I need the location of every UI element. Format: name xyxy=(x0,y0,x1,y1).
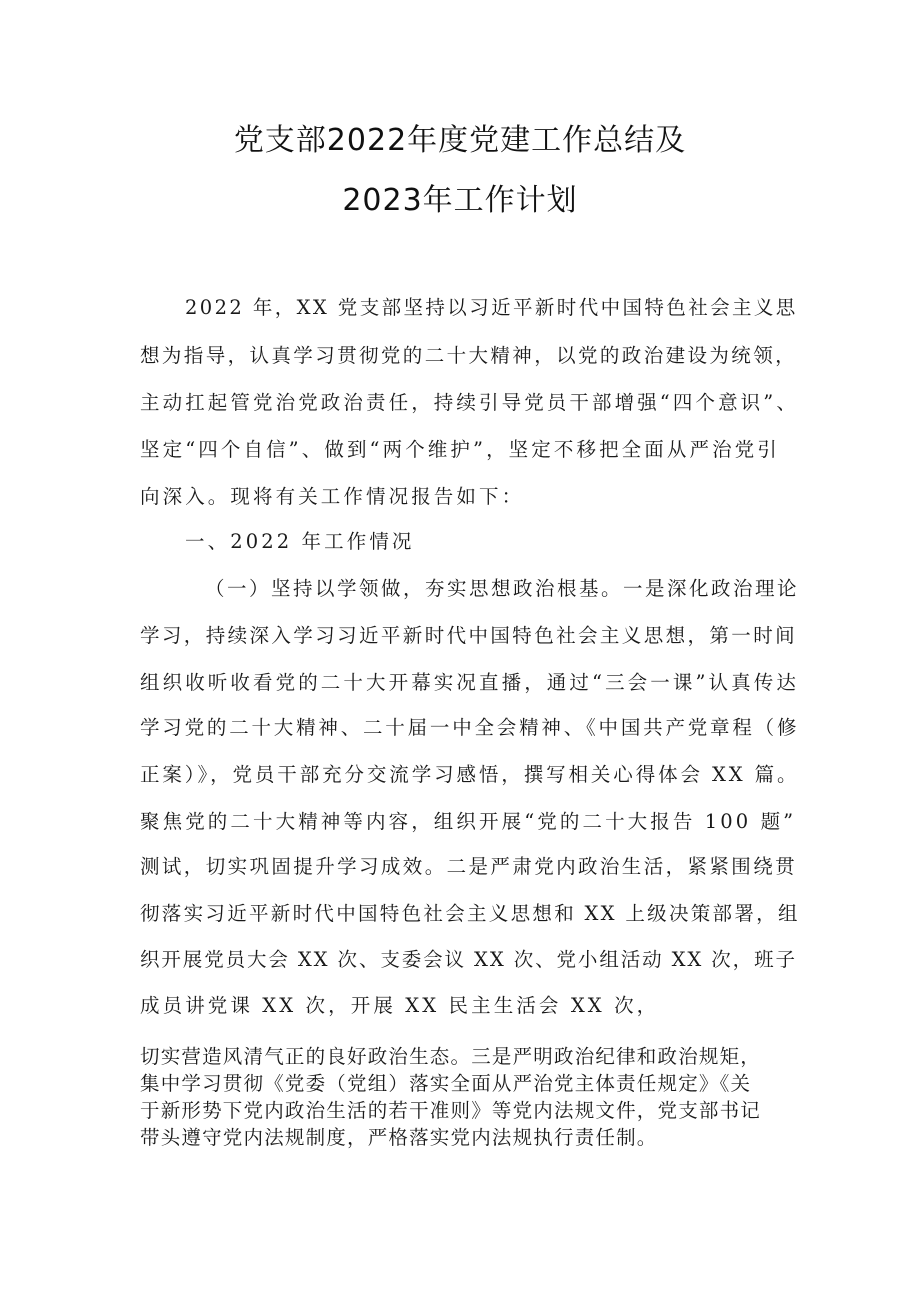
tight-line-4: 带头遵守党内法规制度，严格落实党内法规执行责任制。 xyxy=(140,1126,658,1149)
body-line-15: 织开展党员大会 XX 次、支委会议 XX 次、党小组活动 XX 次，班子 xyxy=(140,948,797,971)
body-line-7: （一）坚持以学领做，夯实思想政治根基。一是深化政治理论 xyxy=(205,577,800,600)
body-line-10: 学习党的二十大精神、二十届一中全会精神、《中国共产党章程（修 xyxy=(140,716,800,739)
tight-line-1: 切实营造风清气正的良好政治生态。三是严明政治纪律和政治规矩， xyxy=(140,1045,762,1068)
body-line-11: 正案）》，党员干部充分交流学习感悟，撰写相关心得体会 XX 篇。 xyxy=(140,763,800,786)
body-line-1: 2022 年，XX 党支部坚持以习近平新时代中国特色社会主义思 xyxy=(185,296,798,319)
body-line-3: 主动扛起管党治党政治责任，持续引导党员干部增强“四个意识”、 xyxy=(140,391,799,414)
document-title-line-2: 2023年工作计划 xyxy=(342,183,578,218)
tight-line-3: 于新形势下党内政治生活的若干准则》等党内法规文件，党支部书记 xyxy=(140,1099,762,1122)
document-title-line-1: 党支部2022年度党建工作总结及 xyxy=(233,123,687,158)
body-line-12: 聚焦党的二十大精神等内容，组织开展“党的二十大报告 100 题” xyxy=(140,810,797,833)
body-line-9: 组织收听收看党的二十大开幕实况直播，通过“三会一课”认真传达 xyxy=(140,671,799,694)
body-line-2: 想为指导，认真学习贯彻党的二十大精神，以党的政治建设为统领， xyxy=(140,344,798,367)
body-line-16: 成员讲党课 XX 次，开展 XX 民主生活会 XX 次， xyxy=(140,994,660,1017)
body-line-8: 学习，持续深入学习习近平新时代中国特色社会主义思想，第一时间 xyxy=(140,624,798,647)
section-heading-1: 一、2022 年工作情况 xyxy=(185,530,415,553)
body-line-13: 测试，切实巩固提升学习成效。二是严肃党内政治生活，紧紧围绕贯 xyxy=(140,855,798,878)
body-line-5: 向深入。现将有关工作情况报告如下： xyxy=(140,485,525,508)
body-line-4: 坚定“四个自信”、做到“两个维护”，坚定不移把全面从严治党引 xyxy=(140,438,780,461)
body-line-14: 彻落实习近平新时代中国特色社会主义思想和 XX 上级决策部署，组 xyxy=(140,902,800,925)
tight-line-2: 集中学习贯彻《党委（党组）落实全面从严治党主体责任规定》《关 xyxy=(140,1072,752,1095)
